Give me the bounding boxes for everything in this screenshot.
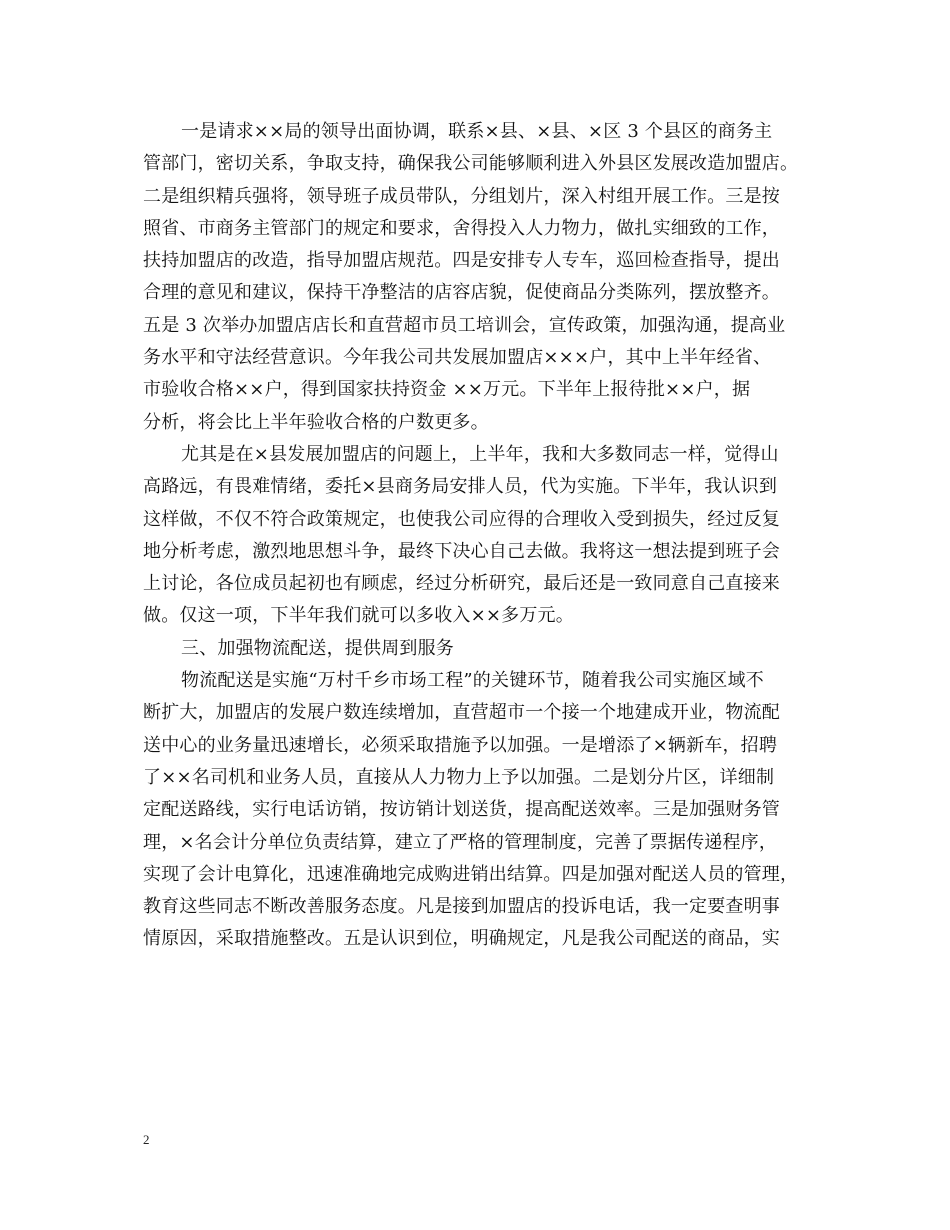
section-heading: 三、加强物流配送，提供周到服务 [181,637,454,659]
paragraph-2-line-3: 这样做，不仅不符合政策规定，也使我公司应得的合理收入受到损失，经过反复 [143,508,780,530]
paragraph-1-line-9: 市验收合格××户，得到国家扶持资金 ××万元。下半年上报待批××户，据 [143,379,751,401]
paragraph-1-line-7: 五是 3 次举办加盟店店长和直营超市员工培训会，宣传政策，加强沟通，提高业 [143,314,786,336]
paragraph-3-line-4: 了××名司机和业务人员，直接从人力物力上予以加强。二是划分片区，详细制 [143,766,775,788]
paragraph-1-line-4: 照省、市商务主管部门的规定和要求，舍得投入人力物力，做扎实细致的工作， [143,217,780,239]
paragraph-3-line-3: 送中心的业务量迅速增长，必须采取措施予以加强。一是增添了×辆新车，招聘 [143,734,778,756]
paragraph-1-line-6: 合理的意见和建议，保持干净整洁的店容店貌，促使商品分类陈列，摆放整齐。 [143,282,780,304]
paragraph-2-line-1: 尤其是在×县发展加盟店的问题上，上半年，我和大多数同志一样，觉得山 [181,443,779,465]
paragraph-3-line-2: 断扩大，加盟店的发展户数连续增加，直营超市一个接一个地建成开业，物流配 [143,702,780,724]
paragraph-3-line-1: 物流配送是实施“万村千乡市场工程”的关键环节，随着我公司实施区域不 [181,670,765,692]
paragraph-1-line-2: 管部门，密切关系，争取支持，确保我公司能够顺利进入外县区发展改造加盟店。 [143,153,799,175]
paragraph-1-line-1: 一是请求××局的领导出面协调，联系×县、×县、×区 3 个县区的商务主 [181,121,773,142]
paragraph-3-line-8: 教育这些同志不断改善服务态度。凡是接到加盟店的投诉电话，我一定要查明事 [143,896,780,918]
body-text [143,116,813,956]
paragraph-1-line-8: 务水平和守法经营意识。今年我公司共发展加盟店×××户，其中上半年经省、 [143,347,772,369]
paragraph-2-line-6: 做。仅这一项，下半年我们就可以多收入××多万元。 [143,605,574,627]
paragraph-3-line-5: 定配送路线，实行电话访销，按访销计划送货，提高配送效率。三是加强财务管 [143,799,780,821]
paragraph-2-line-4: 地分析考虑，激烈地思想斗争，最终下决心自己去做。我将这一想法提到班子会 [143,540,780,562]
paragraph-1-line-5: 扶持加盟店的改造，指导加盟店规范。四是安排专人专车，巡回检查指导，提出 [143,250,780,272]
paragraph-2-line-5: 上讨论，各位成员起初也有顾虑，经过分析研究，最后还是一致同意自己直接来 [143,573,780,595]
paragraph-3-line-9: 情原因，采取措施整改。五是认识到位，明确规定，凡是我公司配送的商品，实 [143,928,780,950]
paragraph-3-line-7: 实现了会计电算化，迅速准确地完成购进销出结算。四是加强对配送人员的管理， [143,863,799,885]
paragraph-2-line-2: 高路远，有畏难情绪，委托×县商务局安排人员，代为实施。下半年，我认识到 [143,476,778,498]
paragraph-1-line-10: 分析，将会比上半年验收合格的户数更多。 [143,411,489,433]
paragraph-3-line-6: 理，×名会计分单位负责结算，建立了严格的管理制度，完善了票据传递程序， [143,831,778,853]
paragraph-1-line-3: 二是组织精兵强将，领导班子成员带队，分组划片，深入村组开展工作。三是按 [143,185,780,207]
page-number: 2 [143,1132,150,1147]
